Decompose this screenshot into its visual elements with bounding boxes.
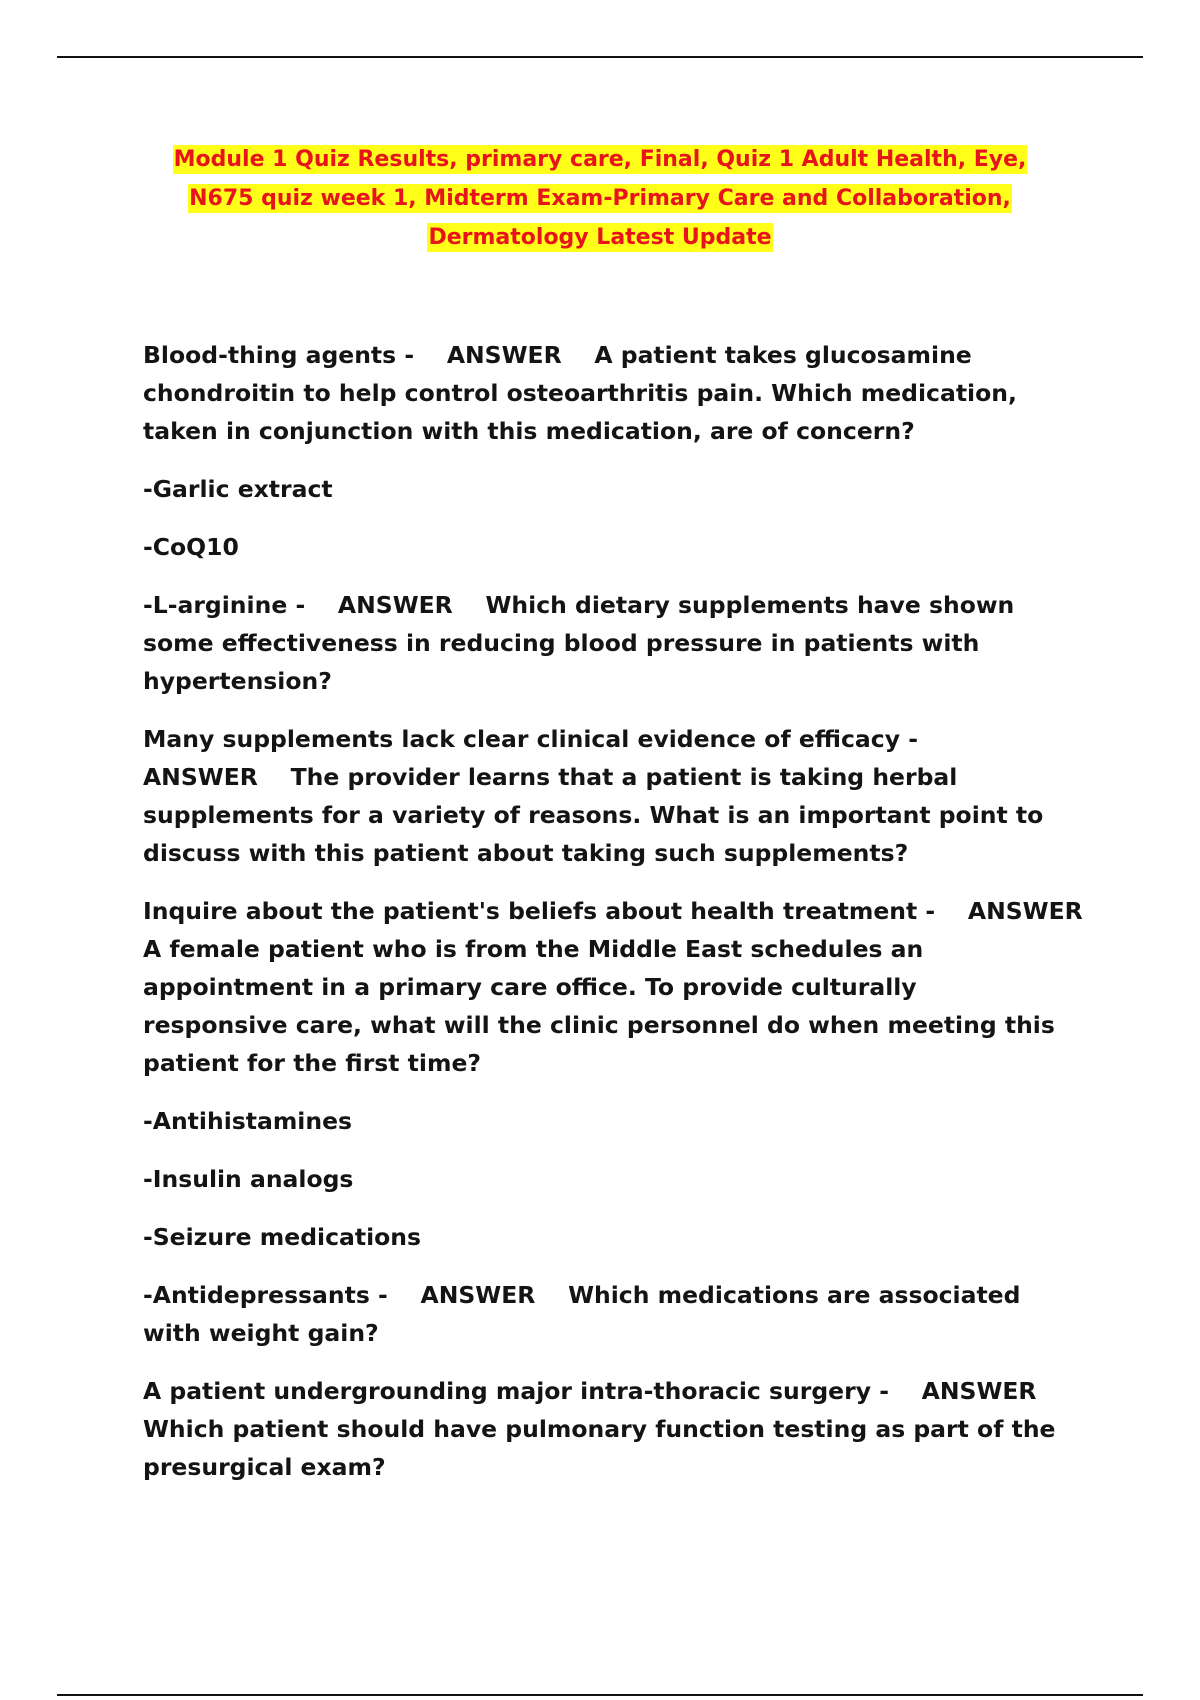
document-body	[143, 336, 1143, 1506]
title-line-1: Module 1 Quiz Results, primary care, Final, Quiz 1 Adult Health, Eye,	[173, 147, 1027, 172]
qa-paragraph: -L-arginine - ANSWER Which dietary supplements have shown some effectiveness in reducing blood pressure in patients with hypertension?	[143, 591, 1015, 695]
qa-paragraph: -CoQ10	[143, 533, 239, 561]
bottom-rule	[57, 1694, 1143, 1696]
qa-paragraph: -Seizure medications	[143, 1223, 422, 1251]
document-title	[100, 140, 1100, 257]
qa-paragraph: -Insulin analogs	[143, 1165, 354, 1193]
qa-paragraph: Many supplements lack clear clinical evidence of efficacy - ANSWER The provider learns that a patient is taking herbal supplements for a variety of reasons. What is an important point to discuss with this patient about taking such supplements?	[143, 725, 1044, 867]
title-line-3: Dermatology Latest Update	[428, 225, 772, 250]
top-rule	[57, 56, 1143, 58]
qa-paragraph: A patient undergrounding major intra-thoracic surgery - ANSWER Which patient should have pulmonary function testing as part of the presurgical exam?	[143, 1377, 1056, 1481]
qa-paragraph: Inquire about the patient's beliefs about health treatment - ANSWER A female patient who is from the Middle East schedules an appointment in a primary care office. To provide culturally responsive care, what will the clinic personnel do when meeting this patient for the first time?	[143, 897, 1083, 1077]
title-line-2: N675 quiz week 1, Midterm Exam-Primary Care and Collaboration,	[189, 186, 1011, 211]
qa-paragraph: -Garlic extract	[143, 475, 333, 503]
qa-paragraph: -Antihistamines	[143, 1107, 353, 1135]
qa-paragraph: -Antidepressants - ANSWER Which medications are associated with weight gain?	[143, 1281, 1021, 1347]
qa-paragraph: Blood-thing agents - ANSWER A patient takes glucosamine chondroitin to help control osteoarthritis pain. Which medication, taken in conjunction with this medication, are of concern?	[143, 341, 1017, 445]
